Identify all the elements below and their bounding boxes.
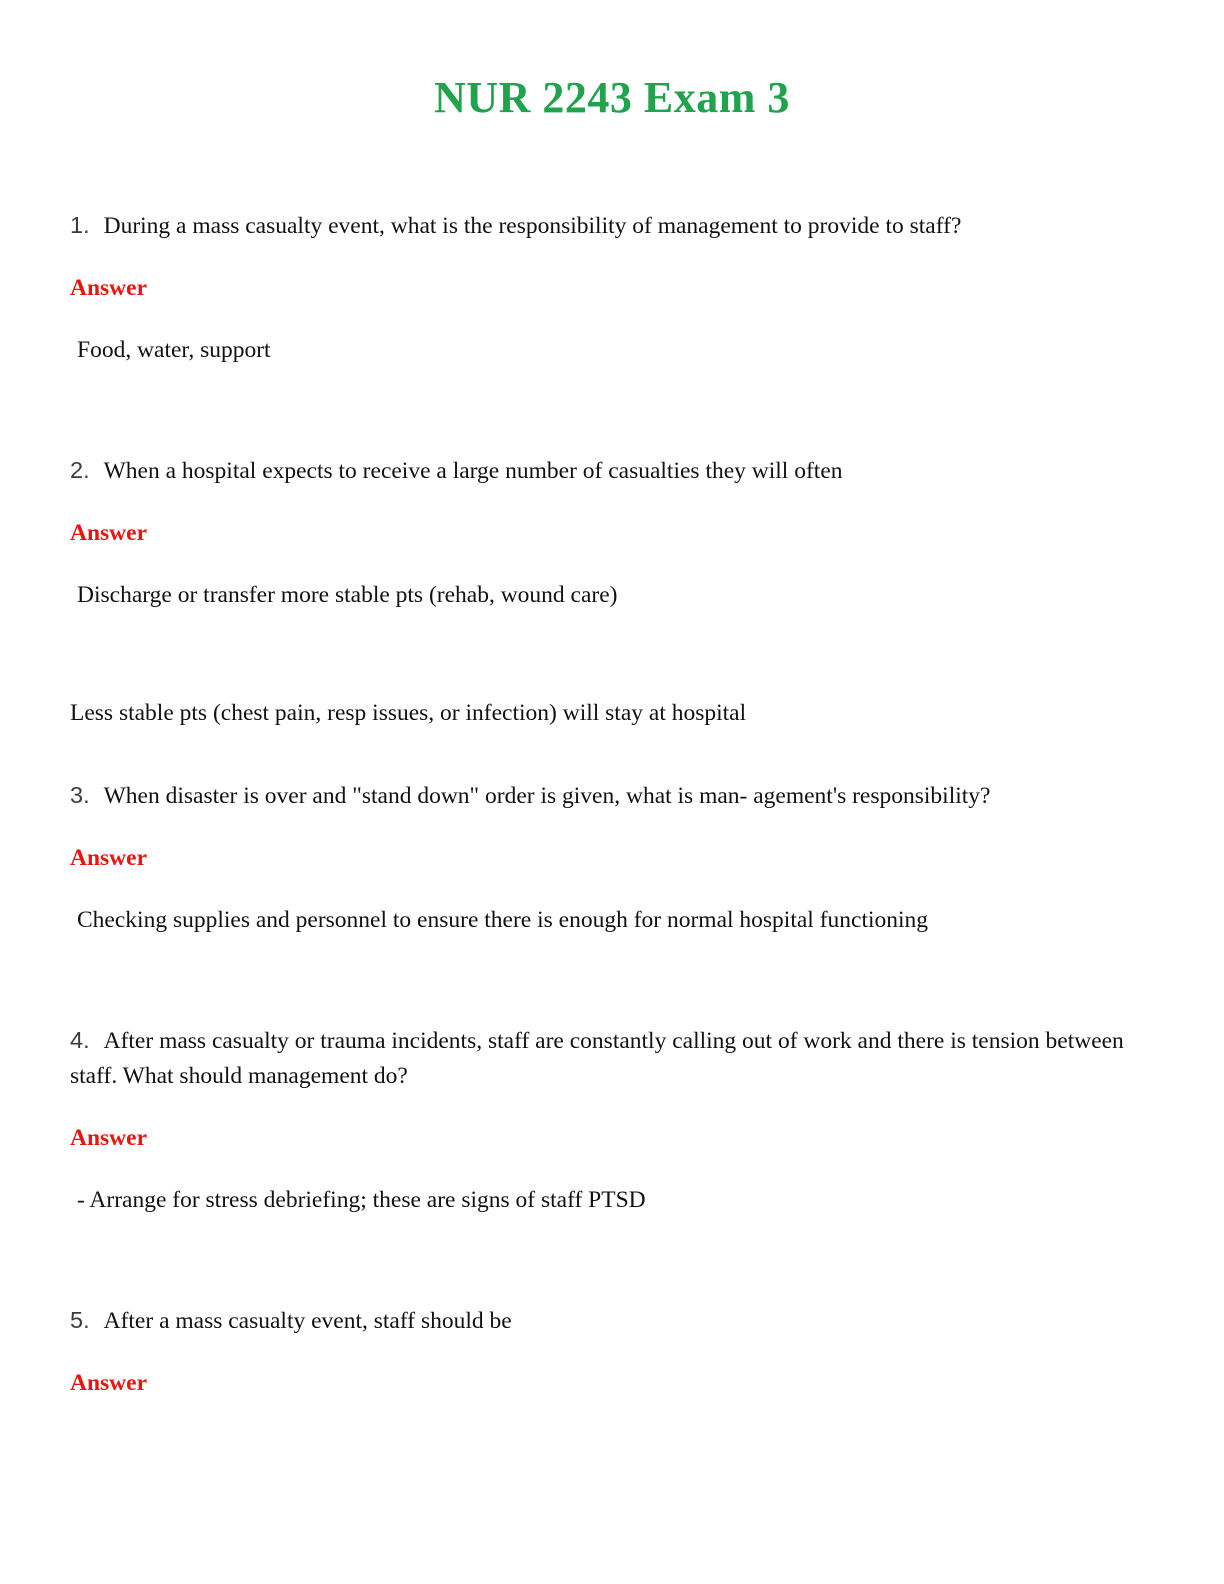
- question-1-answer-label: Answer: [70, 275, 148, 301]
- question-2: [70, 453, 1154, 489]
- question-5: [70, 1303, 1154, 1339]
- question-2-text: When a hospital expects to receive a large number of casualties they will often: [103, 458, 843, 484]
- question-5-answer-label: Answer: [70, 1370, 148, 1396]
- question-4-answer-text: - Arrange for stress debriefing; these are signs of staff PTSD: [77, 1187, 646, 1213]
- question-5-number: 5.: [70, 1307, 90, 1333]
- question-3-number: 3.: [70, 782, 90, 808]
- question-1-number: 1.: [70, 212, 90, 238]
- question-4-number: 4.: [70, 1027, 90, 1053]
- question-3: [70, 778, 1154, 814]
- question-2-number: 2.: [70, 457, 90, 483]
- question-2-answer-text: Discharge or transfer more stable pts (rehab, wound care): [77, 582, 618, 608]
- question-2-answer-label: Answer: [70, 520, 148, 546]
- question-1-answer-text: Food, water, support: [77, 337, 271, 363]
- question-3-answer-label: Answer: [70, 845, 148, 871]
- page-title: NUR 2243 Exam 3: [434, 73, 790, 122]
- question-3-text: When disaster is over and "stand down" order is given, what is man- agement's responsibility?: [103, 783, 991, 809]
- question-4-text: After mass casualty or trauma incidents, staff are constantly calling out of work and there is tension between staff. What should management do?: [70, 1028, 1124, 1089]
- question-3-answer-text: Checking supplies and personnel to ensure there is enough for normal hospital functioning: [77, 907, 929, 933]
- question-4: [70, 1023, 1154, 1094]
- question-5-text: After a mass casualty event, staff should be: [103, 1308, 512, 1334]
- question-1-text: During a mass casualty event, what is the responsibility of management to provide to staff?: [103, 213, 962, 239]
- question-1: [70, 208, 1154, 244]
- question-4-answer-label: Answer: [70, 1125, 148, 1151]
- question-2-answer-text-2: Less stable pts (chest pain, resp issues, or infection) will stay at hospital: [70, 700, 747, 726]
